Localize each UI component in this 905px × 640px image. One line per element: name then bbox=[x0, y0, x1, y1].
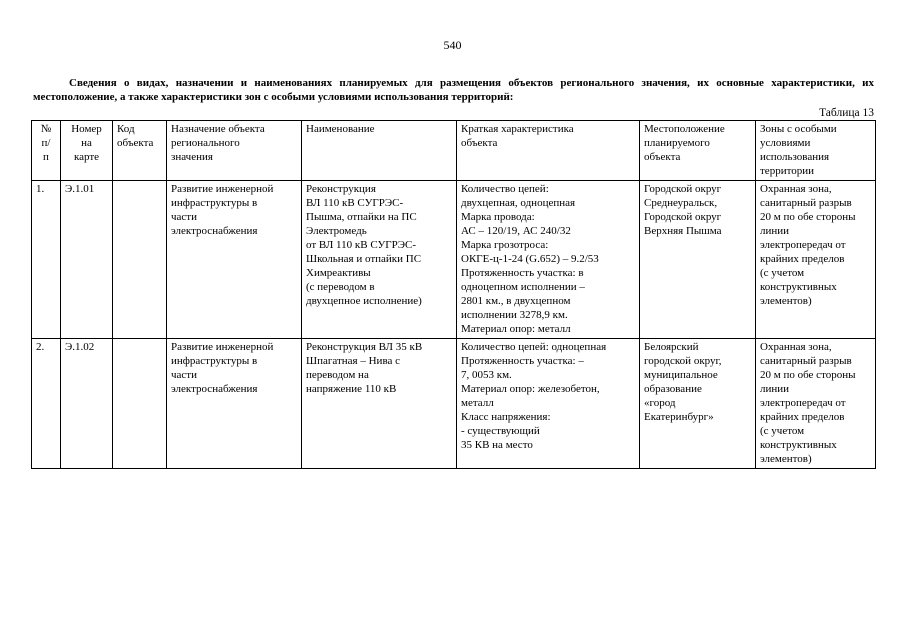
cell-text-line: Белоярский bbox=[644, 341, 699, 353]
cell-text-line: конструктивных bbox=[760, 439, 837, 451]
cell-text-line: объекта bbox=[644, 151, 681, 163]
cell-text-line: Зоны с особыми bbox=[760, 123, 837, 135]
header-location bbox=[640, 121, 756, 181]
cell-text-line: Протяженность участка: – bbox=[461, 355, 584, 367]
header-map-number bbox=[61, 121, 113, 181]
cell-text-line: инфраструктуры в bbox=[171, 355, 258, 367]
cell-text-line: п bbox=[43, 151, 49, 163]
cell-text-line: электропередач от bbox=[760, 239, 846, 251]
cell-text-line: Краткая характеристика bbox=[461, 123, 574, 135]
table-caption: Таблица 13 bbox=[819, 107, 874, 119]
cell-text-line: Номер bbox=[71, 123, 102, 135]
cell-text-line: Местоположение bbox=[644, 123, 725, 135]
cell-text-line: электроснабжения bbox=[171, 383, 258, 395]
cell-text-line: ОКГЕ-ц-1-24 (G.652) – 9.2/53 bbox=[461, 253, 599, 265]
cell-text-line: Материал опор: металл bbox=[461, 323, 571, 335]
header-zones bbox=[756, 121, 876, 181]
cell-text-line: планируемого bbox=[644, 137, 710, 149]
cell-object-code bbox=[113, 181, 167, 339]
cell-text-line: муниципальное bbox=[644, 369, 718, 381]
cell-text-line: Количество цепей: bbox=[461, 183, 549, 195]
objects-table bbox=[31, 120, 876, 469]
cell-text-line: Пышма, отпайки на ПС bbox=[306, 211, 417, 223]
cell-text-line: части bbox=[171, 369, 197, 381]
cell-text-line: 20 м по обе стороны bbox=[760, 211, 856, 223]
cell-text-line: Шпагатная – Нива с bbox=[306, 355, 401, 367]
cell-zones bbox=[756, 339, 876, 469]
cell-text-line: 7, 0053 км. bbox=[461, 369, 512, 381]
cell-text-line: двухцепное исполнение) bbox=[306, 295, 422, 307]
cell-text-line: металл bbox=[461, 397, 494, 409]
cell-name bbox=[302, 339, 457, 469]
cell-text-line: двухцепная, одноцепная bbox=[461, 197, 576, 209]
cell-characteristics bbox=[457, 339, 640, 469]
cell-text-line: электроснабжения bbox=[171, 225, 258, 237]
header-object-code bbox=[113, 121, 167, 181]
cell-text-line: электропередач от bbox=[760, 397, 846, 409]
cell-text-line: 20 м по обе стороны bbox=[760, 369, 856, 381]
cell-text-line: Реконструкция ВЛ 35 кВ bbox=[306, 341, 423, 353]
header-num bbox=[32, 121, 61, 181]
cell-text-line: Развитие инженерной bbox=[171, 341, 274, 353]
cell-text-line: части bbox=[171, 211, 197, 223]
cell-text-line: территории bbox=[760, 165, 815, 177]
cell-text-line: 35 КВ на место bbox=[461, 439, 533, 451]
cell-text-line: Наименование bbox=[306, 123, 375, 135]
cell-num: 2. bbox=[32, 339, 61, 469]
cell-zones bbox=[756, 181, 876, 339]
cell-text-line: Материал опор: железобетон, bbox=[461, 383, 600, 395]
cell-text-line: Верхняя Пышма bbox=[644, 225, 722, 237]
cell-location bbox=[640, 339, 756, 469]
cell-text-line: исполнении 3278,9 км. bbox=[461, 309, 568, 321]
cell-text-line: Химреактивы bbox=[306, 267, 371, 279]
cell-text-line: линии bbox=[760, 383, 790, 395]
cell-text-line: использования bbox=[760, 151, 830, 163]
header-name bbox=[302, 121, 457, 181]
cell-text-line: Городской округ bbox=[644, 183, 722, 195]
cell-text-line: Код bbox=[117, 123, 135, 135]
table-row bbox=[32, 339, 876, 469]
cell-text-line: элементов) bbox=[760, 453, 812, 465]
cell-purpose bbox=[167, 181, 302, 339]
cell-text-line: - существующий bbox=[461, 425, 540, 437]
table-row bbox=[32, 181, 876, 339]
page-number: 540 bbox=[443, 38, 462, 52]
cell-map-number: Э.1.01 bbox=[61, 181, 113, 339]
cell-text-line: Екатеринбург» bbox=[644, 411, 714, 423]
cell-text-line: инфраструктуры в bbox=[171, 197, 258, 209]
cell-text-line: крайних пределов bbox=[760, 253, 845, 265]
cell-text-line: Марка грозотроса: bbox=[461, 239, 549, 251]
cell-text-line: Протяженность участка: в bbox=[461, 267, 584, 279]
cell-text-line: (с учетом bbox=[760, 267, 805, 279]
cell-text-line: объекта bbox=[461, 137, 498, 149]
cell-text-line: АС – 120/19, АС 240/32 bbox=[461, 225, 571, 237]
cell-text-line: Школьная и отпайки ПС bbox=[306, 253, 422, 265]
cell-text-line: объекта bbox=[117, 137, 154, 149]
cell-text-line: переводом на bbox=[306, 369, 369, 381]
cell-text-line: ВЛ 110 кВ СУГРЭС- bbox=[306, 197, 404, 209]
cell-location bbox=[640, 181, 756, 339]
cell-text-line: Городской округ bbox=[644, 211, 722, 223]
cell-text-line: 2801 км., в двухцепном bbox=[461, 295, 571, 307]
cell-text-line: санитарный разрыв bbox=[760, 197, 852, 209]
cell-text-line: санитарный разрыв bbox=[760, 355, 852, 367]
cell-text-line: образование bbox=[644, 383, 702, 395]
cell-purpose bbox=[167, 339, 302, 469]
cell-text-line: линии bbox=[760, 225, 790, 237]
cell-text-line: (с учетом bbox=[760, 425, 805, 437]
cell-text-line: Электромедь bbox=[306, 225, 367, 237]
cell-text-line: № bbox=[40, 123, 52, 135]
cell-text-line: крайних пределов bbox=[760, 411, 845, 423]
document-heading: Сведения о видах, назначении и наименованиях планируемых для размещения объектов регионального значения, их основные характеристики, их местоположение, а также характеристики зон с особыми условиями использования территорий: bbox=[33, 77, 874, 103]
cell-text-line: Реконструкция bbox=[306, 183, 376, 195]
cell-text-line: напряжение 110 кВ bbox=[306, 383, 397, 395]
cell-text-line: Среднеуральск, bbox=[644, 197, 718, 209]
cell-text-line: Класс напряжения: bbox=[461, 411, 551, 423]
cell-text-line: конструктивных bbox=[760, 281, 837, 293]
cell-text-line: п/ bbox=[41, 137, 51, 149]
header-purpose bbox=[167, 121, 302, 181]
cell-text-line: (с переводом в bbox=[306, 281, 375, 293]
cell-object-code bbox=[113, 339, 167, 469]
cell-text-line: на bbox=[81, 137, 92, 149]
cell-map-number: Э.1.02 bbox=[61, 339, 113, 469]
cell-text-line: значения bbox=[171, 151, 213, 163]
cell-text-line: одноцепном исполнении – bbox=[461, 281, 585, 293]
cell-text-line: Охранная зона, bbox=[760, 183, 832, 195]
cell-name bbox=[302, 181, 457, 339]
cell-text-line: Количество цепей: одноцепная bbox=[461, 341, 607, 353]
cell-text-line: «город bbox=[644, 397, 676, 409]
cell-characteristics bbox=[457, 181, 640, 339]
cell-text-line: Марка провода: bbox=[461, 211, 535, 223]
cell-text-line: Охранная зона, bbox=[760, 341, 832, 353]
cell-text-line: регионального bbox=[171, 137, 240, 149]
cell-text-line: элементов) bbox=[760, 295, 812, 307]
header-characteristics bbox=[457, 121, 640, 181]
cell-text-line: Развитие инженерной bbox=[171, 183, 274, 195]
cell-text-line: условиями bbox=[760, 137, 811, 149]
cell-text-line: карте bbox=[73, 151, 100, 163]
cell-num: 1. bbox=[32, 181, 61, 339]
cell-text-line: Назначение объекта bbox=[171, 123, 265, 135]
table-header-row bbox=[32, 121, 876, 181]
cell-text-line: городской округ, bbox=[644, 355, 722, 367]
cell-text-line: от ВЛ 110 кВ СУГРЭС- bbox=[306, 239, 417, 251]
